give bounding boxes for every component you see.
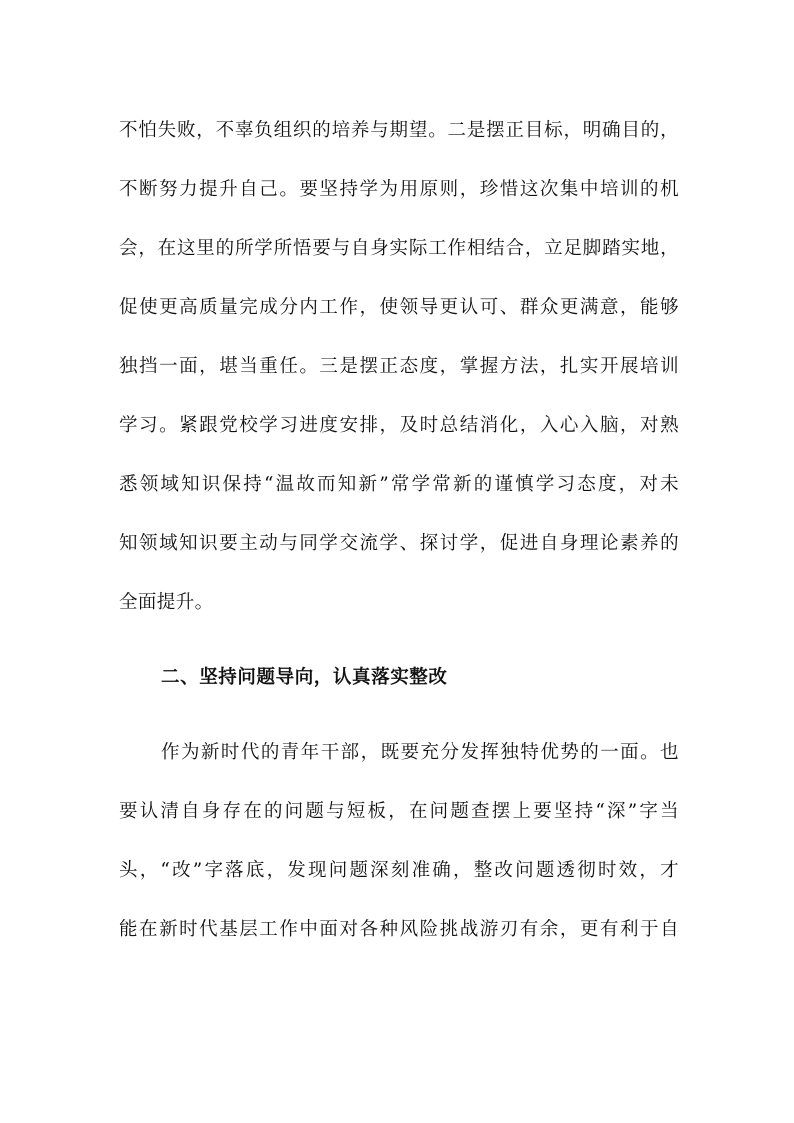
paragraph-line: 头，“改”字落底，发现问题深刻准确，整改问题透彻时效，才 (119, 860, 679, 881)
paragraph-line: 要认清自身存在的问题与短板，在问题查摆上要坚持“深”字当 (119, 801, 679, 822)
paragraph-line: 不断努力提升自己。要坚持学为用原则，珍惜这次集中培训的机 (119, 179, 679, 200)
paragraph-line: 会，在这里的所学所悟要与自身实际工作相结合，立足脚踏实地， (119, 238, 679, 259)
paragraph-line: 促使更高质量完成分内工作，使领导更认可、群众更满意，能够 (119, 297, 679, 318)
paragraph-line: 全面提升。 (119, 592, 214, 613)
paragraph-line: 学习。紧跟党校学习进度安排，及时总结消化，入心入脑，对熟 (119, 415, 679, 436)
paragraph-line: 不怕失败，不辜负组织的培养与期望。二是摆正目标，明确目的， (119, 120, 679, 141)
paragraph-line: 知领域知识要主动与同学交流学、探讨学，促进自身理论素养的 (119, 533, 679, 554)
section-heading: 二、坚持问题导向，认真落实整改 (161, 667, 448, 688)
paragraph-line: 能在新时代基层工作中面对各种风险挑战游刃有余，更有利于自 (119, 919, 679, 940)
paragraph-line: 作为新时代的青年干部，既要充分发挥独特优势的一面。也 (161, 742, 679, 763)
paragraph-line: 独挡一面，堪当重任。三是摆正态度，掌握方法，扎实开展培训 (119, 356, 679, 377)
paragraph-line: 悉领域知识保持“温故而知新”常学常新的谨慎学习态度，对未 (119, 474, 679, 495)
